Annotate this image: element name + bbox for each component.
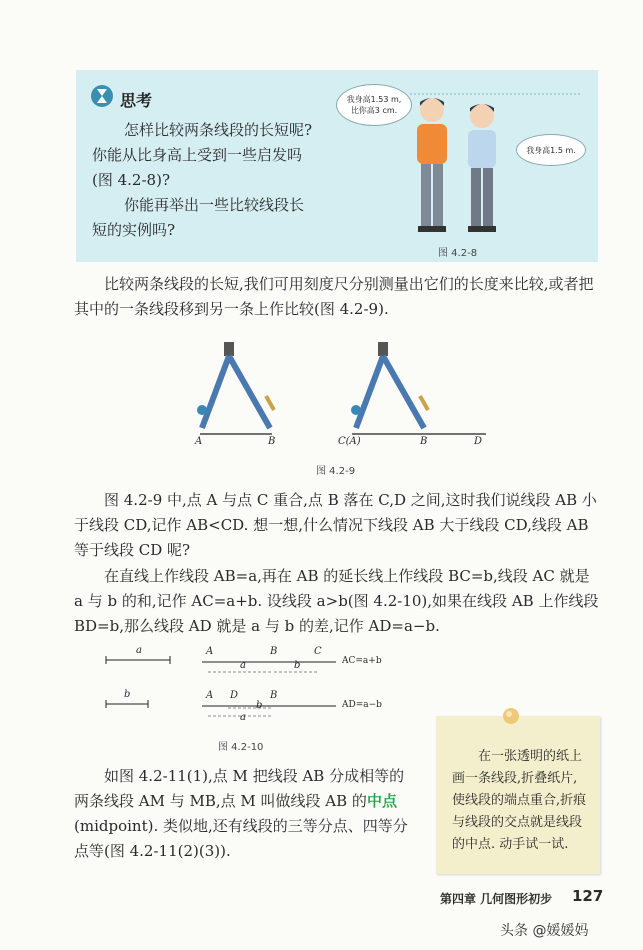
point-label: A: [206, 646, 214, 657]
segment-label: a: [240, 712, 246, 723]
think-line: (图 4.2-8)?: [92, 171, 170, 189]
paragraph-4-text: (midpoint). 类似地,还有线段的三等分点、四等分点等(图 4.2-11(2)(3)).: [74, 817, 408, 860]
hourglass-icon: [90, 84, 114, 108]
segment-label: b: [256, 700, 263, 711]
segment-label: a: [136, 645, 142, 656]
bubble-text: 我身高1.5 m.: [526, 145, 576, 155]
figure-caption: 图 4.2-8: [438, 248, 478, 259]
paragraph-3: 在直线上作线段 AB=a,再在 AB 的延长线上作线段 BC=b,线段 AC 就是 a 与 b 的和,记作 AC=a+b. 设线段 a>b(图 4.2-10),如果在线段 AB 上作线段 BD=b,那么线段 AD 就是 a 与 b 的差,记作 AD=a−b.: [74, 567, 599, 635]
think-line: 怎样比较两条线段的长短呢?: [124, 121, 313, 139]
think-line: 短的实例吗?: [92, 221, 176, 239]
chapter-footer: 第四章 几何图形初步: [440, 892, 553, 906]
think-text: [92, 118, 354, 243]
term-midpoint: 中点: [366, 792, 397, 810]
paragraph: [74, 764, 416, 864]
point-label: A: [195, 436, 203, 447]
point-label: B: [268, 436, 276, 447]
side-note-text: [452, 746, 588, 856]
paragraph-1: 比较两条线段的长短,我们可用刻度尺分别测量出它们的长度来比较,或者把其中的一条线段移到另一条上作比较(图 4.2-9).: [74, 275, 594, 318]
speech-bubble-right: [516, 134, 586, 166]
point-label: D: [230, 690, 239, 701]
point-label: B: [270, 690, 278, 701]
point-label: B: [270, 646, 278, 657]
equation: AD=a−b: [342, 700, 382, 710]
think-line: 你能从比身高上受到一些启发吗: [92, 146, 303, 164]
paragraph: [74, 272, 602, 322]
segment-label: b: [294, 660, 301, 671]
paragraph: [74, 488, 602, 563]
paragraph-4-text: 如图 4.2-11(1),点 M 把线段 AB 分成相等的两条线段 AM 与 MB,点 M 叫做线段 AB 的: [74, 767, 405, 810]
compass-figure: [186, 338, 496, 450]
paragraph-4: [74, 764, 416, 864]
note-text: 在一张透明的纸上画一条线段,折叠纸片,使线段的端点重合,折痕与线段的交点就是线段的中点. 动手试一试.: [452, 749, 587, 852]
pushpin-icon: [500, 706, 522, 728]
point-label: B: [420, 436, 428, 447]
bubble-text: 我身高1.53 m,: [346, 95, 402, 104]
point-label: C: [314, 646, 322, 657]
point-label: C(A): [338, 436, 361, 447]
figure-caption: 图 4.2-9: [316, 466, 356, 477]
figure-caption: 图 4.2-10: [218, 742, 264, 753]
speech-bubble-left: [336, 84, 412, 126]
equation: AC=a+b: [342, 656, 382, 666]
think-title: 思考: [120, 91, 153, 110]
point-label: A: [206, 690, 214, 701]
page-number: 127: [572, 887, 604, 905]
bubble-text: 比你高3 cm.: [350, 106, 398, 115]
point-label: D: [474, 436, 483, 447]
segment-label: b: [124, 689, 131, 700]
paragraph-2: 图 4.2-9 中,点 A 与点 C 重合,点 B 落在 C,D 之间,这时我们说线段 AB 小于线段 CD,记作 AB<CD. 想一想,什么情况下线段 AB 大于线段 CD,线段 AB 等于线段 CD 呢?: [74, 491, 597, 559]
segment-label: a: [240, 660, 246, 671]
watermark: 头条 @媛媛妈: [500, 923, 589, 939]
paragraph: [74, 564, 602, 639]
think-line: 你能再举出一些比较线段长: [124, 196, 305, 214]
